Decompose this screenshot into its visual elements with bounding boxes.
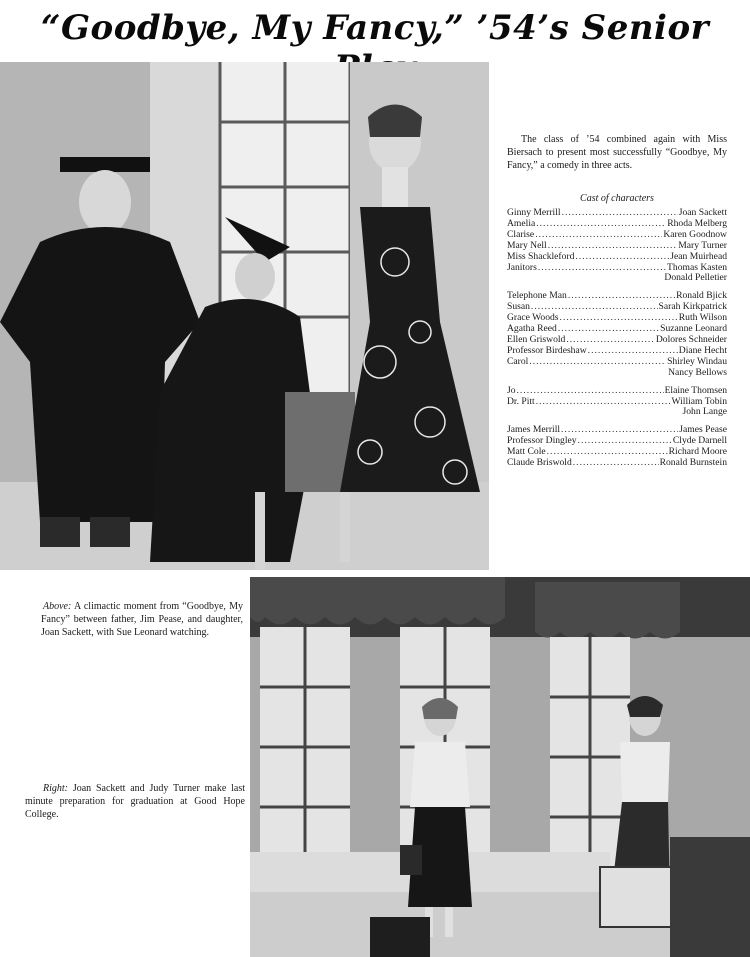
cast-role: Claude Briswold — [507, 457, 572, 469]
cast-role: Professor Birdeshaw — [507, 344, 587, 356]
cast-actor: Thomas Kasten — [667, 261, 727, 273]
cast-heading: Cast of characters — [580, 193, 654, 204]
cast-actor: Nancy Bellows — [668, 366, 727, 378]
cast-role: Clarise — [507, 228, 535, 240]
cast-actor: Rhoda Melberg — [667, 217, 727, 229]
cast-actor: Clyde Darnell — [672, 435, 727, 447]
cast-role: Carol — [507, 355, 529, 367]
cast-actor: Ruth Wilson — [678, 312, 727, 324]
cast-role: Janitors — [507, 261, 537, 273]
cast-role: Mary Nell — [507, 239, 547, 251]
cast-actor: Karen Goodnow — [663, 228, 727, 240]
caption-right — [25, 782, 245, 821]
cast-actor: Dolores Schneider — [655, 333, 727, 345]
cast-role: James Merrill — [507, 424, 561, 436]
cast-role: Amelia — [507, 217, 536, 229]
cast-actor: Ronald Bjick — [676, 290, 727, 302]
cast-row — [507, 458, 727, 469]
cast-actor: John Lange — [682, 406, 727, 418]
cast-row-continued — [507, 407, 727, 418]
cast-actor: Ronald Burnstein — [659, 457, 727, 469]
stage-photo-bottom — [250, 577, 750, 957]
caption-text: A climactic moment from “Goodbye, My Fancy” between father, Jim Pease, and daughter, Joan Sackett, with Sue Leonard watching. — [41, 601, 243, 638]
cast-row-continued — [507, 273, 727, 284]
stage-photo-top — [0, 62, 489, 570]
cast-row — [507, 241, 727, 252]
cast-role: Matt Cole — [507, 446, 546, 458]
cast-actor: William Tobin — [671, 395, 727, 407]
cast-role: Professor Dingley — [507, 435, 577, 447]
intro-paragraph: The class of ’54 combined again with Miss Biersach to present most successfully “Goodbye, My Fancy,” a comedy in three acts. — [507, 134, 727, 171]
cast-role: Jo — [507, 384, 516, 396]
caption-above — [41, 600, 243, 639]
caption-text: Joan Sackett and Judy Turner make last minute preparation for graduation at Good Hope College. — [25, 783, 245, 820]
cast-role: Susan — [507, 301, 530, 313]
cast-row — [507, 252, 727, 263]
cast-actor: Donald Pelletier — [664, 272, 727, 284]
cast-actor: Elaine Thomsen — [664, 384, 727, 396]
cast-actor: James Pease — [679, 424, 727, 436]
cast-row-continued — [507, 368, 727, 379]
cast-actor: Joan Sackett — [678, 207, 727, 218]
cast-list — [507, 208, 727, 469]
cast-role: Ginny Merrill — [507, 207, 561, 218]
cast-role: Grace Woods — [507, 312, 559, 324]
page-title: “Goodbye, My Fancy,” ’54’s Senior — [40, 8, 710, 48]
cast-actor: Sarah Kirkpatrick — [658, 301, 727, 313]
cast-actor: Jean Muirhead — [670, 250, 727, 262]
caption-lead: Right: — [43, 783, 68, 794]
cast-role: Ellen Griswold — [507, 333, 566, 345]
cast-row — [507, 386, 727, 397]
caption-lead: Above: — [43, 601, 72, 612]
cast-role: Dr. Pitt — [507, 395, 535, 407]
cast-role: Miss Shackleford — [507, 250, 575, 262]
cast-actor: Shirley Windau — [667, 355, 727, 367]
cast-actor: Suzanne Leonard — [660, 323, 727, 335]
cast-role: Telephone Man — [507, 290, 567, 302]
cast-actor: Richard Moore — [668, 446, 727, 458]
cast-actor: Diane Hecht — [678, 344, 727, 356]
cast-actor: Mary Turner — [678, 239, 727, 251]
cast-role: Agatha Reed — [507, 323, 557, 335]
